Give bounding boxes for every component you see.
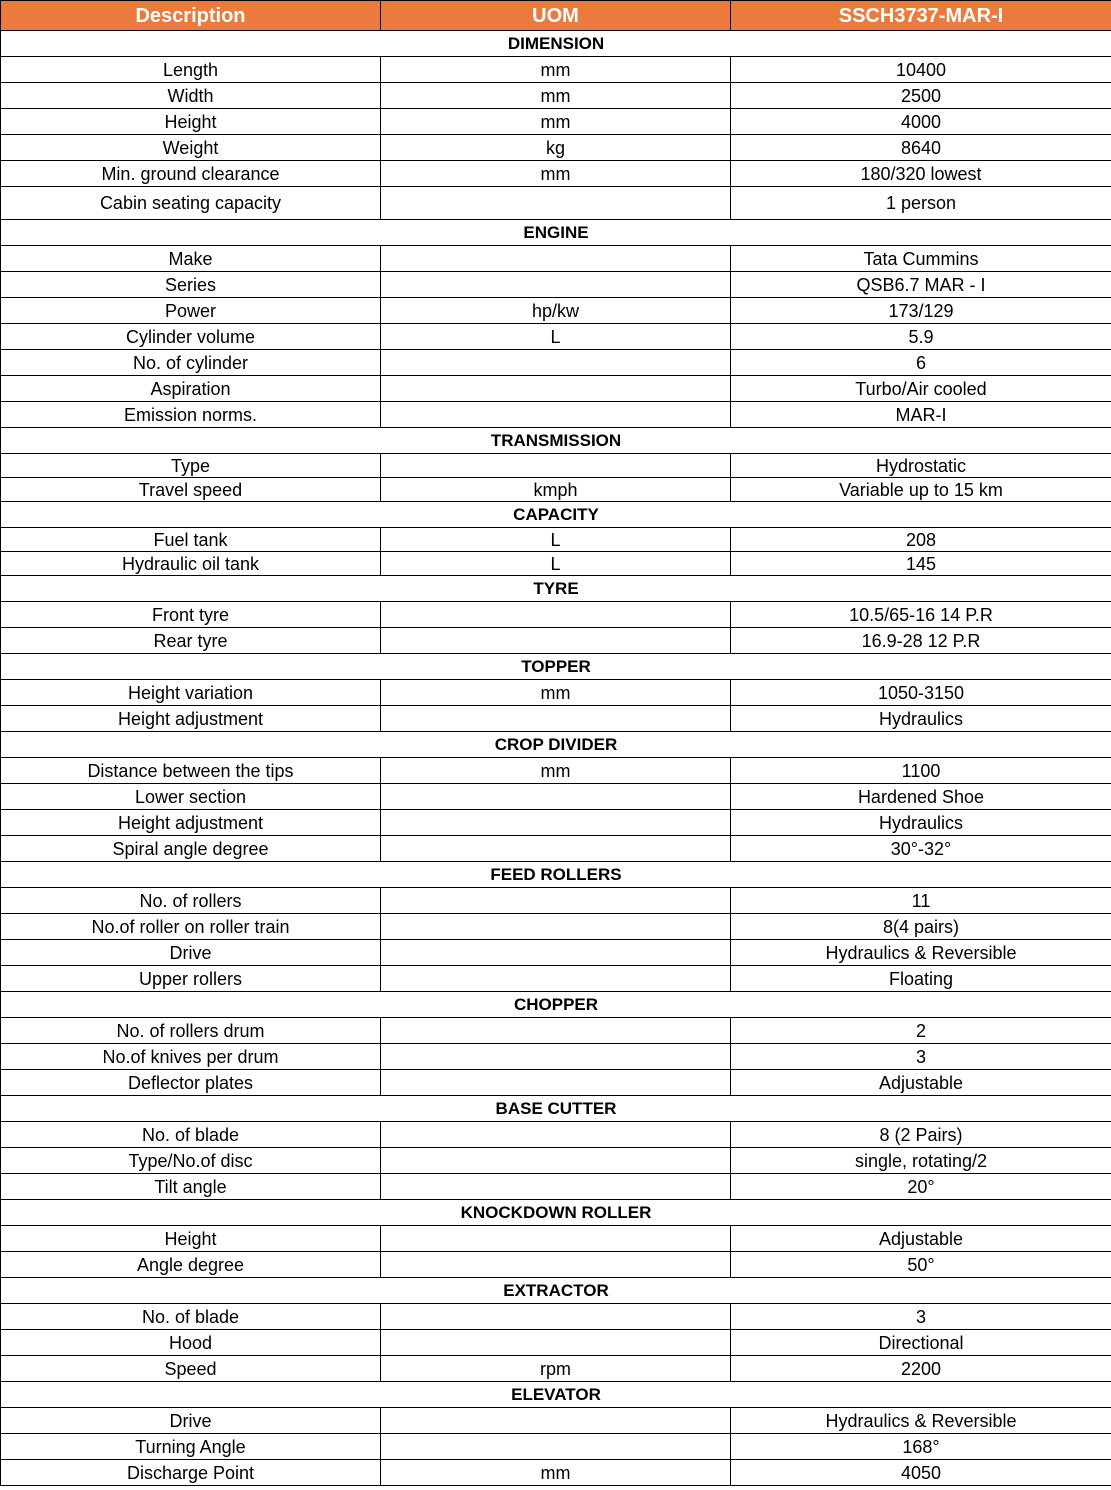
cell-description: Hydraulic oil tank — [1, 552, 381, 576]
cell-uom — [381, 1408, 731, 1434]
cell-value: Adjustable — [731, 1226, 1111, 1252]
section-row — [1, 220, 1111, 246]
cell-description: Width — [1, 83, 381, 109]
cell-uom — [381, 914, 731, 940]
cell-uom — [381, 246, 731, 272]
cell-uom — [381, 1174, 731, 1200]
cell-value: 1 person — [731, 187, 1111, 220]
cell-description: Angle degree — [1, 1252, 381, 1278]
cell-description: Cabin seating capacity — [1, 187, 381, 220]
table-row — [1, 1122, 1111, 1148]
table-row — [1, 187, 1111, 220]
table-row — [1, 478, 1111, 502]
cell-uom — [381, 1070, 731, 1096]
section-title: EXTRACTOR — [1, 1278, 1111, 1304]
cell-uom: L — [381, 324, 731, 350]
cell-value: 6 — [731, 350, 1111, 376]
cell-uom — [381, 628, 731, 654]
section-title: TYRE — [1, 576, 1111, 602]
cell-description: Height adjustment — [1, 810, 381, 836]
table-row — [1, 602, 1111, 628]
cell-description: No. of blade — [1, 1304, 381, 1330]
cell-value: 2 — [731, 1018, 1111, 1044]
table-row — [1, 1174, 1111, 1200]
cell-uom — [381, 602, 731, 628]
cell-uom — [381, 810, 731, 836]
cell-description: Length — [1, 57, 381, 83]
cell-description: Emission norms. — [1, 402, 381, 428]
cell-uom: kg — [381, 135, 731, 161]
table-row — [1, 135, 1111, 161]
cell-value: 5.9 — [731, 324, 1111, 350]
cell-description: Height variation — [1, 680, 381, 706]
cell-value: Tata Cummins — [731, 246, 1111, 272]
cell-uom — [381, 784, 731, 810]
section-row — [1, 654, 1111, 680]
section-title: BASE CUTTER — [1, 1096, 1111, 1122]
cell-value: Turbo/Air cooled — [731, 376, 1111, 402]
header-row — [1, 1, 1111, 31]
cell-uom: mm — [381, 83, 731, 109]
cell-description: Speed — [1, 1356, 381, 1382]
cell-value: single, rotating/2 — [731, 1148, 1111, 1174]
section-title: ENGINE — [1, 220, 1111, 246]
cell-description: Weight — [1, 135, 381, 161]
cell-description: Type/No.of disc — [1, 1148, 381, 1174]
cell-value: 180/320 lowest — [731, 161, 1111, 187]
cell-uom — [381, 940, 731, 966]
table-row — [1, 1434, 1111, 1460]
cell-value: QSB6.7 MAR - I — [731, 272, 1111, 298]
cell-description: Height adjustment — [1, 706, 381, 732]
cell-description: Cylinder volume — [1, 324, 381, 350]
cell-value: Directional — [731, 1330, 1111, 1356]
cell-value: Floating — [731, 966, 1111, 992]
section-row — [1, 862, 1111, 888]
table-row — [1, 1304, 1111, 1330]
table-row — [1, 1330, 1111, 1356]
cell-uom — [381, 836, 731, 862]
cell-value: 173/129 — [731, 298, 1111, 324]
cell-value: 10400 — [731, 57, 1111, 83]
cell-uom: rpm — [381, 1356, 731, 1382]
cell-description: Fuel tank — [1, 528, 381, 552]
cell-uom — [381, 966, 731, 992]
section-row — [1, 732, 1111, 758]
table-row — [1, 966, 1111, 992]
cell-value: 3 — [731, 1304, 1111, 1330]
cell-description: Series — [1, 272, 381, 298]
cell-description: Min. ground clearance — [1, 161, 381, 187]
section-row — [1, 1278, 1111, 1304]
table-row — [1, 784, 1111, 810]
cell-description: No. of cylinder — [1, 350, 381, 376]
cell-uom — [381, 376, 731, 402]
cell-uom — [381, 402, 731, 428]
cell-uom — [381, 272, 731, 298]
cell-value: Hydraulics — [731, 810, 1111, 836]
cell-uom — [381, 1330, 731, 1356]
section-title: KNOCKDOWN ROLLER — [1, 1200, 1111, 1226]
cell-value: 2500 — [731, 83, 1111, 109]
cell-description: No.of knives per drum — [1, 1044, 381, 1070]
cell-uom: mm — [381, 680, 731, 706]
cell-uom — [381, 706, 731, 732]
cell-description: Deflector plates — [1, 1070, 381, 1096]
cell-value: 4050 — [731, 1460, 1111, 1486]
table-row — [1, 376, 1111, 402]
cell-uom: mm — [381, 758, 731, 784]
table-row — [1, 57, 1111, 83]
cell-description: Type — [1, 454, 381, 478]
cell-value: 30°-32° — [731, 836, 1111, 862]
cell-value: 50° — [731, 1252, 1111, 1278]
cell-description: Drive — [1, 1408, 381, 1434]
cell-uom — [381, 187, 731, 220]
table-row — [1, 1226, 1111, 1252]
cell-value: 16.9-28 12 P.R — [731, 628, 1111, 654]
table-row — [1, 1018, 1111, 1044]
header-description: Description — [1, 1, 381, 31]
table-row — [1, 1252, 1111, 1278]
cell-description: Aspiration — [1, 376, 381, 402]
cell-description: Power — [1, 298, 381, 324]
table-row — [1, 1070, 1111, 1096]
cell-value: Hydrostatic — [731, 454, 1111, 478]
section-title: CAPACITY — [1, 502, 1111, 528]
section-row — [1, 1382, 1111, 1408]
cell-description: No. of rollers drum — [1, 1018, 381, 1044]
section-row — [1, 1200, 1111, 1226]
cell-value: Variable up to 15 km — [731, 478, 1111, 502]
table-row — [1, 628, 1111, 654]
cell-description: Front tyre — [1, 602, 381, 628]
cell-value: 8(4 pairs) — [731, 914, 1111, 940]
cell-uom — [381, 1226, 731, 1252]
cell-description: Tilt angle — [1, 1174, 381, 1200]
cell-description: No. of rollers — [1, 888, 381, 914]
table-row — [1, 454, 1111, 478]
cell-uom: mm — [381, 161, 731, 187]
table-row — [1, 680, 1111, 706]
cell-description: Travel speed — [1, 478, 381, 502]
section-title: DIMENSION — [1, 31, 1111, 57]
cell-description: Spiral angle degree — [1, 836, 381, 862]
section-title: ELEVATOR — [1, 1382, 1111, 1408]
section-row — [1, 31, 1111, 57]
section-row — [1, 576, 1111, 602]
cell-value: 145 — [731, 552, 1111, 576]
cell-uom — [381, 1122, 731, 1148]
table-row — [1, 940, 1111, 966]
table-row — [1, 350, 1111, 376]
cell-uom: hp/kw — [381, 298, 731, 324]
cell-uom — [381, 1018, 731, 1044]
table-row — [1, 758, 1111, 784]
table-row — [1, 836, 1111, 862]
cell-uom — [381, 350, 731, 376]
cell-value: Hardened Shoe — [731, 784, 1111, 810]
cell-value: MAR-I — [731, 402, 1111, 428]
cell-value: 4000 — [731, 109, 1111, 135]
table-row — [1, 888, 1111, 914]
table-row — [1, 161, 1111, 187]
table-row — [1, 706, 1111, 732]
header-model: SSCH3737-MAR-I — [731, 1, 1111, 31]
cell-uom: mm — [381, 57, 731, 83]
cell-value: 3 — [731, 1044, 1111, 1070]
table-row — [1, 1408, 1111, 1434]
cell-description: Drive — [1, 940, 381, 966]
section-row — [1, 428, 1111, 454]
cell-value: 2200 — [731, 1356, 1111, 1382]
table-row — [1, 810, 1111, 836]
table-row — [1, 109, 1111, 135]
section-title: TRANSMISSION — [1, 428, 1111, 454]
cell-value: Adjustable — [731, 1070, 1111, 1096]
cell-uom: mm — [381, 1460, 731, 1486]
cell-description: Height — [1, 109, 381, 135]
cell-description: Turning Angle — [1, 1434, 381, 1460]
cell-description: Hood — [1, 1330, 381, 1356]
cell-uom: L — [381, 552, 731, 576]
section-row — [1, 1096, 1111, 1122]
table-row — [1, 1356, 1111, 1382]
header-uom: UOM — [381, 1, 731, 31]
table-row — [1, 1148, 1111, 1174]
cell-description: No. of blade — [1, 1122, 381, 1148]
table-row — [1, 246, 1111, 272]
table-row — [1, 402, 1111, 428]
table-row — [1, 528, 1111, 552]
cell-value: 208 — [731, 528, 1111, 552]
cell-value: 8640 — [731, 135, 1111, 161]
cell-uom — [381, 1304, 731, 1330]
cell-value: 168° — [731, 1434, 1111, 1460]
section-row — [1, 992, 1111, 1018]
cell-value: Hydraulics & Reversible — [731, 940, 1111, 966]
cell-uom — [381, 1044, 731, 1070]
cell-value: 8 (2 Pairs) — [731, 1122, 1111, 1148]
cell-description: Discharge Point — [1, 1460, 381, 1486]
cell-uom — [381, 454, 731, 478]
cell-description: Upper rollers — [1, 966, 381, 992]
section-row — [1, 502, 1111, 528]
spec-body — [1, 31, 1111, 1486]
cell-uom: mm — [381, 109, 731, 135]
table-row — [1, 324, 1111, 350]
cell-description: Lower section — [1, 784, 381, 810]
cell-uom — [381, 1252, 731, 1278]
section-title: CROP DIVIDER — [1, 732, 1111, 758]
table-row — [1, 298, 1111, 324]
cell-value: Hydraulics & Reversible — [731, 1408, 1111, 1434]
cell-description: Distance between the tips — [1, 758, 381, 784]
cell-value: 20° — [731, 1174, 1111, 1200]
section-title: TOPPER — [1, 654, 1111, 680]
cell-value: 1050-3150 — [731, 680, 1111, 706]
table-row — [1, 552, 1111, 576]
cell-value: Hydraulics — [731, 706, 1111, 732]
table-row — [1, 914, 1111, 940]
table-row — [1, 272, 1111, 298]
cell-description: No.of roller on roller train — [1, 914, 381, 940]
cell-uom: kmph — [381, 478, 731, 502]
cell-uom — [381, 888, 731, 914]
cell-description: Rear tyre — [1, 628, 381, 654]
cell-value: 11 — [731, 888, 1111, 914]
cell-uom — [381, 1148, 731, 1174]
section-title: FEED ROLLERS — [1, 862, 1111, 888]
cell-uom: L — [381, 528, 731, 552]
table-row — [1, 1044, 1111, 1070]
section-title: CHOPPER — [1, 992, 1111, 1018]
cell-uom — [381, 1434, 731, 1460]
cell-description: Make — [1, 246, 381, 272]
table-row — [1, 83, 1111, 109]
cell-value: 1100 — [731, 758, 1111, 784]
cell-value: 10.5/65-16 14 P.R — [731, 602, 1111, 628]
cell-description: Height — [1, 1226, 381, 1252]
table-row — [1, 1460, 1111, 1486]
